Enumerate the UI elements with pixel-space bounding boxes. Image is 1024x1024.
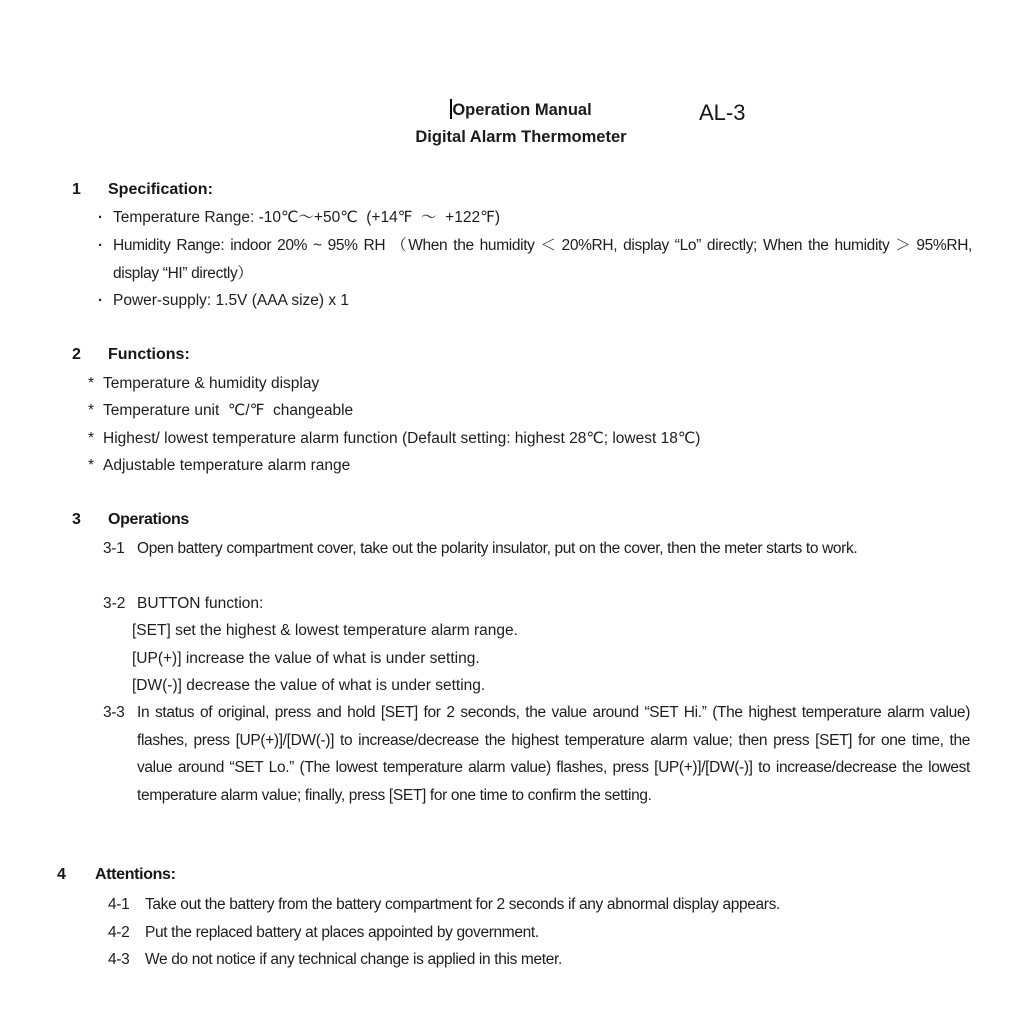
- section-3-title: Operations: [108, 511, 189, 528]
- asterisk-marker: *: [88, 402, 95, 419]
- section-3-number: 3: [72, 511, 81, 528]
- attention-label: 4-2: [108, 924, 130, 941]
- button-function-dw: [DW(-)] decrease the value of what is under setting.: [132, 677, 486, 694]
- button-function-up: [UP(+)] increase the value of what is under setting.: [132, 650, 480, 667]
- asterisk-marker: *: [88, 457, 95, 474]
- spec-power-text: Power-supply: 1.5V (AAA size) x 1: [113, 292, 350, 309]
- section-1-heading-row: [72, 180, 213, 200]
- attention-item-4-3: [108, 946, 972, 974]
- model-number: AL-3: [699, 100, 746, 125]
- attention-label: 4-3: [108, 951, 130, 968]
- attention-item-4-2: [108, 919, 972, 947]
- attention-item-4-1: [108, 891, 972, 919]
- section-2-title: Functions:: [108, 346, 190, 363]
- document-title-block: [0, 97, 1024, 151]
- operations-step-3-3: [103, 699, 970, 809]
- attention-label: 4-1: [108, 896, 130, 913]
- section-4-heading-row: [57, 865, 176, 885]
- bullet-icon: ·: [98, 292, 103, 309]
- asterisk-marker: *: [88, 430, 95, 447]
- bullet-icon: ·: [98, 237, 103, 254]
- section-1-number: 1: [72, 181, 81, 198]
- spec-temperature-text: Temperature Range: -10℃～+50℃ (+14℉ ～ +122℉): [113, 209, 500, 226]
- step-label: 3-3: [103, 704, 125, 721]
- operations-step-3-1: [103, 535, 970, 563]
- section-4-title: Attentions:: [95, 866, 176, 883]
- function-text: Highest/ lowest temperature alarm function (Default setting: highest 28℃; lowest 18℃): [103, 430, 701, 447]
- function-text: Adjustable temperature alarm range: [103, 457, 351, 474]
- document-title: Operation Manual: [452, 101, 592, 119]
- attention-text: We do not notice if any technical change is applied in this meter.: [145, 951, 562, 968]
- function-item: [88, 397, 968, 425]
- section-3-heading-row: [72, 510, 189, 530]
- button-function-set: [SET] set the highest & lowest temperature alarm range.: [132, 622, 518, 639]
- step-text: BUTTON function:: [137, 595, 264, 612]
- section-4-number: 4: [57, 866, 66, 883]
- function-item: [88, 452, 968, 480]
- step-label: 3-2: [103, 595, 126, 612]
- step-text: In status of original, press and hold [SET] for 2 seconds, the value around “SET Hi.” (The highest temperature alarm value) flashes, press [UP(+)]/[DW(-)] to increase/decrease the highest temperature alarm value; then press [SET] for one time, the value around “SET Lo.” (The lowest temperature alarm value) flashes, press [UP(+)]/[DW(-)] to increase/decrease the lowest temperature alarm value; finally, press [SET] for one time to confirm the setting.: [137, 704, 970, 804]
- section-1-title: Specification:: [108, 181, 213, 198]
- document-title-line: [0, 97, 1024, 124]
- spec-item-temperature: [98, 204, 970, 232]
- function-text: Temperature unit ℃/℉ changeable: [103, 402, 354, 419]
- spec-item-humidity: [98, 232, 972, 287]
- spec-humidity-text: Humidity Range: indoor 20% ~ 95% RH （When the humidity ＜ 20%RH, display “Lo” directly; When the humidity ＞ 95%RH, display “HI” directly）: [113, 237, 972, 282]
- bullet-icon: ·: [98, 209, 103, 226]
- section-2-heading-row: [72, 345, 190, 365]
- function-item: [88, 370, 968, 398]
- asterisk-marker: *: [88, 375, 95, 392]
- attention-text: Put the replaced battery at places appointed by government.: [145, 924, 539, 941]
- document-subtitle: Digital Alarm Thermometer: [415, 128, 627, 146]
- step-label: 3-1: [103, 540, 125, 557]
- attention-text: Take out the battery from the battery compartment for 2 seconds if any abnormal display appears.: [145, 896, 780, 913]
- section-2-number: 2: [72, 346, 81, 363]
- step-text: Open battery compartment cover, take out the polarity insulator, put on the cover, then the meter starts to work.: [137, 540, 858, 557]
- operations-step-3-2: [103, 590, 970, 618]
- function-text: Temperature & humidity display: [103, 375, 320, 392]
- function-item: [88, 425, 968, 453]
- spec-item-power: [98, 287, 970, 315]
